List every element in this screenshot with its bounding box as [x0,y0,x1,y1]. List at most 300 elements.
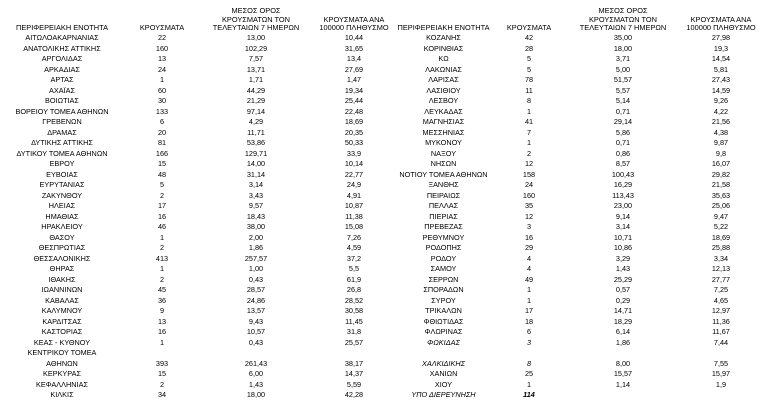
region-name: ΔΡΑΜΑΣ [47,127,77,137]
per100k-cell: 25,57 [344,337,364,347]
avg7-cell: 9,43 [248,316,264,326]
region-name: ΧΙΟΥ [434,379,453,389]
per100k-cell: 5,81 [713,64,729,74]
region-name: ΚΕΡΚΥΡΑΣ [42,369,82,378]
region-name: ΗΜΑΘΙΑΣ [45,211,79,221]
cases-cell: 5 [159,180,165,189]
avg7-cell: 35,00 [613,33,633,42]
avg7-cell: 0,57 [615,285,631,294]
avg7-cell: 14,00 [246,159,266,168]
per100k-cell: 19,34 [344,85,364,95]
cases-cell: 160 [155,43,169,53]
per100k-cell: 14,59 [711,85,731,95]
table-row [0,348,396,369]
table-row [396,44,765,55]
per100k-cell: 15,08 [344,222,364,231]
cases-cell: 1 [159,264,165,273]
per100k-cell: 7,55 [713,358,729,368]
avg7-cell: 261,43 [244,358,268,368]
avg7-cell: 2,00 [248,232,264,242]
table-row [0,317,396,328]
avg7-cell: 31,14 [246,169,266,179]
region-name: ΑΡΚΑΔΙΑΣ [44,64,80,74]
region-name: ΚΕΦΑΛΛΗΝΙΑΣ [36,379,88,389]
per100k-cell: 7,44 [713,337,729,347]
table-row [0,149,396,160]
cases-cell: 34 [157,390,167,399]
cases-cell: 17 [157,201,167,210]
avg7-cell: 13,00 [246,33,266,42]
region-name: ΚΑΡΔΙΤΣΑΣ [42,316,82,326]
per100k-cell: 9,26 [713,96,729,105]
cases-cell: 49 [524,274,534,284]
table-row [0,65,396,76]
region-name: ΑΧΑΪΑΣ [48,85,75,95]
region-name: ΚΟΖΑΝΗΣ [426,33,461,42]
cases-cell: 2 [159,190,165,200]
table-row [0,233,396,244]
region-name: ΖΑΚΥΝΘΟΥ [41,190,83,200]
region-name: ΚΩ [438,54,449,63]
table-row [396,233,765,244]
avg7-cell: 11,71 [247,127,265,137]
table-row [396,33,765,44]
table-row [396,159,765,170]
table-row [0,44,396,55]
cases-cell: 16 [157,327,167,336]
table-row [0,138,396,149]
avg7-cell: 24,86 [246,295,266,305]
table-row [396,170,765,181]
table-row [396,296,765,307]
region-name: ΚΑΒΑΛΑΣ [45,295,79,305]
per100k-cell: 33,9 [346,148,362,158]
cases-cell: 48 [157,169,167,179]
table-row [396,285,765,296]
avg7-cell: 5,00 [615,64,631,74]
avg7-cell: 21,29 [246,96,266,105]
per100k-cell: 37,2 [346,253,362,263]
per100k-cell: 5,59 [346,379,362,389]
cases-cell: 28 [524,43,534,53]
avg7-cell: 13,57 [246,306,266,315]
region-name: ΜΥΚΟΝΟΥ [425,138,462,147]
cases-cell: 413 [155,253,169,263]
cases-cell: 160 [522,190,536,200]
per100k-cell: 61,9 [346,274,362,284]
cases-cell: 2 [159,274,165,284]
left-table-body [0,33,396,401]
per100k-cell: 4,91 [346,190,362,200]
per100k-cell: 42,28 [344,390,364,399]
region-name: ΙΘΑΚΗΣ [48,274,76,284]
region-name: ΑΡΤΑΣ [50,75,74,84]
region-name: ΠΕΙΡΑΙΩΣ [426,190,461,200]
per100k-cell: 1,9 [715,379,727,389]
region-name: ΜΑΓΝΗΣΙΑΣ [422,117,465,126]
cases-cell: 20 [157,127,167,137]
cases-cell: 13 [157,54,167,63]
avg7-cell: 4,29 [248,117,264,126]
per100k-cell: 14,54 [711,54,731,63]
table-row [396,117,765,128]
per100k-cell: 19,3 [713,43,729,53]
per100k-cell: 25,06 [711,201,731,210]
avg7-cell: 1,00 [248,264,264,273]
region-name-line1: ΚΕΝΤΡΙΚΟΥ ΤΟΜΕΑ [27,348,97,357]
region-name: ΣΠΟΡΑΔΩΝ [423,285,464,294]
region-name: ΒΟΙΩΤΙΑΣ [45,96,79,105]
avg7-cell: 15,57 [613,369,633,378]
region-name: ΡΟΔΟΥ [430,253,457,263]
per100k-cell: 10,14 [344,159,364,168]
avg7-cell: 9,14 [615,211,631,221]
region-name: ΜΕΣΣΗΝΙΑΣ [422,127,465,137]
region-name: ΠΡΕΒΕΖΑΣ [424,222,463,231]
table-row [396,275,765,286]
region-name: ΤΡΙΚΑΛΩΝ [425,306,462,315]
avg7-cell: 8,00 [615,358,631,368]
region-name: ΧΑΛΚΙΔΙΚΗΣ [422,358,465,368]
per100k-cell: 50,33 [344,138,364,147]
per100k-cell: 21,56 [711,117,731,126]
per100k-cell: 26,8 [346,285,362,294]
region-name: ΔΥΤΙΚΟΥ ΤΟΜΕΑ ΑΘΗΝΩΝ [16,148,108,158]
avg7-cell: 3,43 [248,190,264,200]
table-row [396,338,765,349]
avg7-cell: 113,43 [612,190,634,200]
cases-cell: 24 [524,180,534,189]
per100k-cell: 4,65 [713,295,729,305]
avg7-cell: 3,29 [615,253,631,263]
table-row [0,159,396,170]
per100k-cell: 24,9 [346,180,362,189]
region-name: ΑΝΑΤΟΛΙΚΗΣ ΑΤΤΙΚΗΣ [23,43,101,53]
avg7-cell: 3,14 [248,180,264,189]
region-name: ΙΩΑΝΝΙΝΩΝ [41,285,83,294]
per100k-cell: 30,58 [344,306,364,315]
cases-cell: 6 [159,117,165,126]
region-name: ΘΕΣΣΑΛΟΝΙΚΗΣ [33,253,91,263]
per100k-cell: 27,69 [344,64,364,74]
avg7-cell: 1,43 [248,379,264,389]
cases-cell: 12 [524,159,534,168]
table-row [396,369,765,380]
region-name: ΡΕΘΥΜΝΟΥ [422,232,465,242]
per100k-cell: 5,22 [713,222,729,231]
region-name: ΔΥΤΙΚΗΣ ΑΤΤΙΚΗΣ [31,138,93,147]
region-name: ΚΙΛΚΙΣ [50,390,74,399]
table-row [396,86,765,97]
per100k-cell: 10,87 [344,201,364,210]
per100k-cell: 27,98 [711,33,731,42]
avg7-cell: 100,43 [611,169,635,179]
cases-cell: 1 [526,138,532,147]
table-row [0,327,396,338]
cases-cell: 1 [526,379,532,389]
avg7-cell: 23,00 [613,201,633,210]
region-name: ΡΟΔΟΠΗΣ [425,243,462,252]
region-name: ΝΗΣΩΝ [430,159,457,168]
region-name: ΛΑΚΩΝΙΑΣ [425,64,462,74]
avg7-cell: 97,14 [246,106,266,116]
avg7-cell: 102,29 [244,43,268,53]
avg7-cell: 0,71 [615,106,631,116]
cases-cell: 5 [526,54,532,63]
table-row [396,138,765,149]
region-name: ΘΕΣΠΡΩΤΙΑΣ [38,243,86,252]
avg7-cell: 5,57 [615,85,631,95]
avg7-cell: 0,43 [248,337,264,347]
cases-cell: 9 [159,306,165,315]
table-row [0,285,396,296]
table-row [0,306,396,317]
table-row [396,359,765,370]
avg7-cell: 1,86 [615,337,631,347]
region-name: ΓΡΕΒΕΝΩΝ [42,117,82,126]
cases-cell: 29 [524,243,534,252]
avg7-cell: 0,43 [248,274,264,284]
per100k-cell: 4,38 [713,127,729,137]
right-table-body [396,33,765,401]
cases-cell: 1 [159,337,165,347]
per100k-cell: 9,87 [713,138,729,147]
region-name: ΣΑΜΟΥ [430,264,457,273]
cases-cell: 78 [524,75,534,84]
cases-cell: 35 [524,201,534,210]
per100k-cell: 14,37 [344,369,364,378]
cases-cell: 42 [524,33,534,42]
region-name: ΝΑΞΟΥ [430,148,457,158]
cases-cell: 133 [155,106,169,116]
avg7-cell: 8,57 [615,159,631,168]
avg7-cell: 6,14 [615,327,631,336]
avg7-cell: 1,71 [248,75,264,84]
per100k-cell: 15,97 [711,369,731,378]
region-name: ΑΡΓΟΛΙΔΑΣ [41,54,83,63]
cases-cell: 1 [159,75,165,84]
per100k-cell: 1,47 [346,75,362,84]
table-row [0,275,396,286]
region-name: ΠΙΕΡΙΑΣ [429,211,458,221]
table-row [0,390,396,401]
left-header-cases: ΚΡΟΥΣΜΑΤΑ [139,22,185,32]
cases-cell: 60 [157,85,167,95]
table-row [0,180,396,191]
region-name: ΛΕΣΒΟΥ [428,96,459,105]
per100k-cell: 9,47 [713,211,729,221]
region-name: ΞΑΝΘΗΣ [428,180,459,189]
table-row [0,222,396,233]
per100k-cell: 12,97 [711,306,731,315]
region-name: ΦΩΚΙΔΑΣ [427,337,460,347]
region-name: ΚΕΑΣ - ΚΥΘΝΟΥ [33,337,91,347]
per100k-cell: 13,4 [346,54,362,63]
table-row [396,327,765,338]
avg7-cell: 257,57 [244,253,268,263]
avg7-cell: 18,00 [613,43,633,53]
cases-cell: 18 [524,316,534,326]
region-name: ΕΥΡΥΤΑΝΙΑΣ [39,180,85,189]
cases-cell: 4 [526,264,532,273]
per100k-cell: 27,43 [711,75,731,84]
per100k-cell: 25,88 [711,243,731,252]
cases-cell: 16 [524,232,534,242]
table-row [0,201,396,212]
per100k-cell: 11,67 [712,327,730,336]
region-name-line2: ΑΘΗΝΩΝ [46,358,78,368]
cases-cell: 15 [157,159,167,168]
left-header-per100k: ΚΡΟΥΣΜΑΤΑ ΑΝΑ 100000 ΠΛΗΘΥΣΜΟ [319,14,389,32]
region-name [0,348,124,369]
per100k-cell: 18,69 [711,232,731,242]
avg7-cell: 28,57 [246,285,266,294]
table-row [396,149,765,160]
table-row [396,254,765,265]
table-row [396,317,765,328]
avg7-cell: 10,57 [246,327,266,336]
cases-cell: 17 [524,306,534,315]
table-row [396,180,765,191]
per100k-cell: 11,36 [712,316,730,326]
region-name: ΝΟΤΙΟΥ ΤΟΜΕΑ ΑΘΗΝΩΝ [399,169,488,179]
table-row [0,264,396,275]
region-name: ΗΛΕΙΑΣ [48,201,76,210]
cases-cell: 3 [526,337,532,347]
avg7-cell: 1,14 [615,379,631,389]
avg7-cell: 16,29 [613,180,633,189]
table-row [0,191,396,202]
avg7-cell: 7,57 [248,54,264,63]
cases-cell: 8 [526,358,532,368]
per100k-cell: 22,48 [344,106,364,116]
cases-cell: 11 [525,85,533,95]
region-name: ΛΑΡΙΣΑΣ [428,75,459,84]
table-row [0,380,396,391]
table-row [0,33,396,44]
per100k-cell: 22,77 [344,169,364,179]
per100k-cell: 12,13 [711,264,731,273]
cases-cell: 1 [526,106,532,116]
avg7-cell: 9,57 [248,201,264,210]
cases-cell: 158 [522,169,536,179]
table-row [0,86,396,97]
table-row [0,369,396,380]
table-row [0,296,396,307]
region-name: ΛΕΥΚΑΔΑΣ [424,106,463,116]
table-row [396,96,765,107]
region-name: ΕΒΡΟΥ [49,159,75,168]
cases-cell: 22 [157,33,167,42]
per100k-cell: 38,17 [344,358,364,368]
right-header-per100k: ΚΡΟΥΣΜΑΤΑ ΑΝΑ 100000 ΠΛΗΘΥΣΜΟ [686,14,756,32]
cases-cell: 15 [157,369,167,378]
cases-cell: 7 [526,127,532,137]
table-row [396,390,765,401]
table-row [396,264,765,275]
region-name: ΚΑΣΤΟΡΙΑΣ [41,327,83,336]
per100k-cell: 25,44 [344,96,364,105]
per100k-cell: 4,59 [346,243,362,252]
per100k-cell: 3,34 [713,253,729,263]
avg7-cell: 51,57 [613,75,633,84]
per100k-cell: 7,25 [713,285,729,294]
avg7-cell: 0,71 [615,138,631,147]
avg7-cell: 6,00 [248,369,264,378]
cases-cell: 13 [157,316,167,326]
avg7-cell: 53,86 [246,138,266,147]
table-row [396,191,765,202]
region-name: ΦΛΩΡΙΝΑΣ [424,327,463,336]
per100k-cell: 16,07 [711,159,731,168]
table-row [396,243,765,254]
cases-cell: 25 [524,369,534,378]
table-row [396,201,765,212]
table-row [396,380,765,391]
region-name: ΑΙΤΩΛΟΑΚΑΡΝΑΝΙΑΣ [25,33,99,42]
left-header-avg7: ΜΕΣΟΣ ΟΡΟΣ ΚΡΟΥΣΜΑΤΩΝ ΤΟΝ ΤΕΛΕΥΤΑΙΩΝ 7 ΗΜΕΡΩΝ [212,6,300,32]
region-name: ΛΑΣΙΘΙΟΥ [426,85,461,95]
table-row [0,243,396,254]
cases-cell: 45 [157,285,167,294]
per100k-cell: 20,35 [344,127,364,137]
table-row [396,75,765,86]
avg7-cell: 29,14 [613,117,633,126]
region-name: ΣΕΡΡΩΝ [428,274,459,284]
avg7-cell: 129,71 [244,148,268,158]
avg7-cell: 0,86 [615,148,631,158]
per100k-cell: 10,44 [344,33,364,42]
per100k-cell: 5,5 [348,264,360,273]
per100k-cell: 29,82 [711,169,731,179]
cases-cell: 12 [524,211,534,221]
region-name: ΗΡΑΚΛΕΙΟΥ [41,222,83,231]
cases-cell: 4 [526,253,532,263]
avg7-cell: 0,29 [615,295,631,305]
avg7-cell: 14,71 [613,306,633,315]
per100k-cell: 11,45 [345,316,363,326]
cases-cell: 2 [159,243,165,252]
right-header-avg7: ΜΕΣΟΣ ΟΡΟΣ ΚΡΟΥΣΜΑΤΩΝ ΤΟΝ ΤΕΛΕΥΤΑΙΩΝ 7 ΗΜΕΡΩΝ [579,6,667,32]
region-name: ΦΘΙΩΤΙΔΑΣ [423,316,464,326]
avg7-cell: 38,00 [246,222,266,231]
table-row [0,54,396,65]
cases-cell: 41 [524,117,534,126]
region-name: ΚΟΡΙΝΘΙΑΣ [423,43,464,53]
avg7-cell: 10,71 [613,232,633,242]
region-name: ΒΟΡΕΙΟΥ ΤΟΜΕΑ ΑΘΗΝΩΝ [15,106,109,116]
per100k-cell: 27,77 [711,274,731,284]
cases-cell: 36 [157,295,167,305]
cases-cell: 393 [155,358,169,368]
cases-cell: 1 [526,285,532,294]
per100k-cell: 18,69 [344,117,364,126]
cases-cell: 6 [526,327,532,336]
table-row [0,254,396,265]
cases-cell: 1 [526,295,532,305]
cases-cell: 81 [157,138,167,147]
table-row [0,107,396,118]
cases-cell: 24 [157,64,167,74]
table-row [396,222,765,233]
avg7-cell: 5,14 [615,96,631,105]
avg7-cell: 5,86 [615,127,631,137]
cases-cell: 8 [526,96,532,105]
avg7-cell: 3,71 [615,54,631,63]
per100k-cell: 28,52 [344,295,364,305]
cases-cell: 30 [157,96,167,105]
region-name: ΚΑΛΥΜΝΟΥ [41,306,83,315]
